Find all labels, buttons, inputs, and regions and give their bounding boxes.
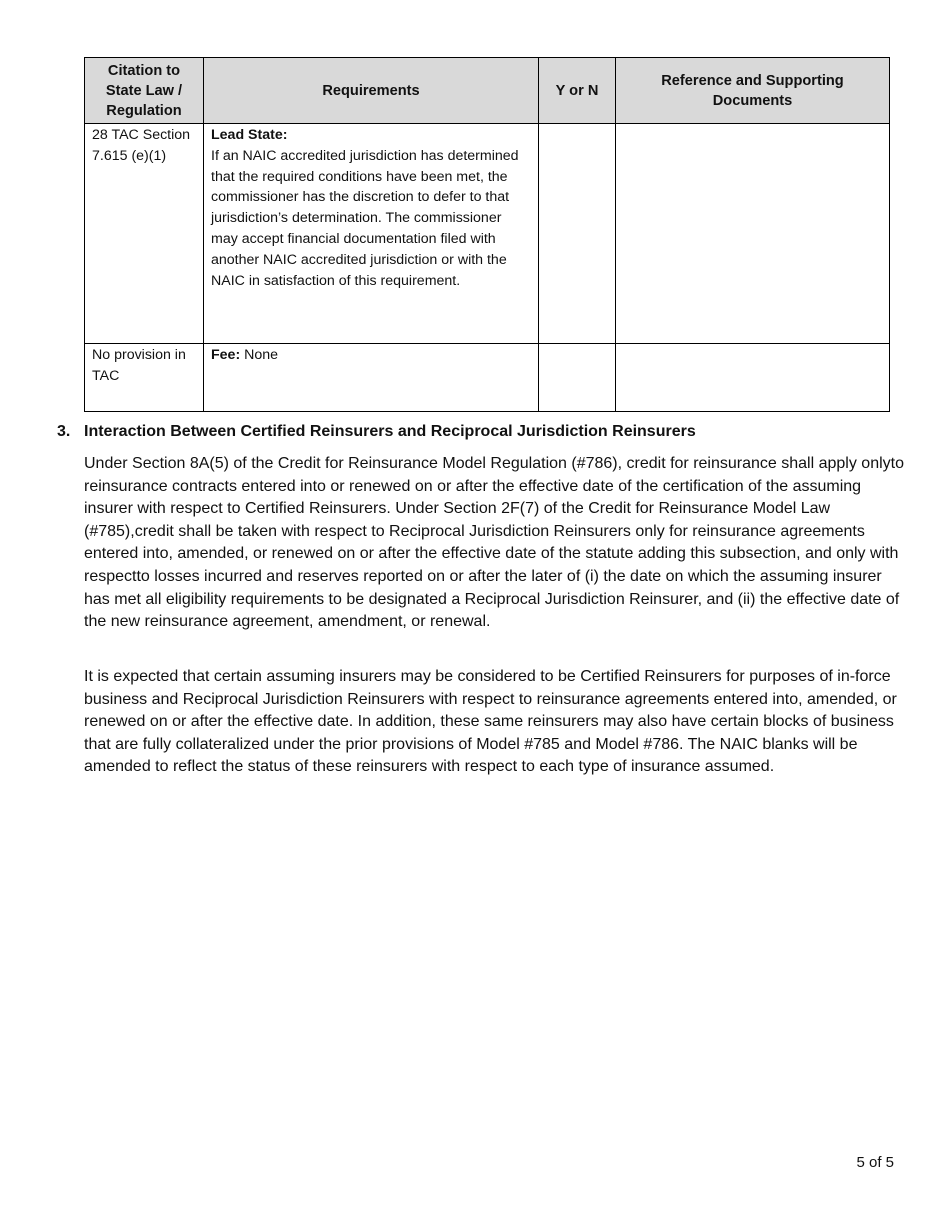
table-row (85, 124, 890, 344)
table-header-row (85, 58, 890, 124)
reference-cell[interactable] (616, 124, 890, 344)
header-requirements: Requirements (204, 58, 539, 124)
citation-cell: 28 TAC Section 7.615 (e)(1) (85, 124, 204, 344)
table-row (85, 344, 890, 412)
requirement-cell (204, 124, 539, 344)
header-citation: Citation to State Law / Regulation (85, 58, 204, 124)
requirement-cell (204, 344, 539, 412)
section-title: Interaction Between Certified Reinsurers and Reciprocal Jurisdiction Reinsurers (84, 423, 696, 440)
citation-cell: No provision in TAC (85, 344, 204, 412)
body-paragraph: It is expected that certain assuming insurers may be considered to be Certified Reinsurers for purposes of in-force business and Reciprocal Jurisdiction Reinsurers with respect to reinsurance agreements entered into, amended, or renewed on or after the effective date. In addition, these same reinsurers may also have certain blocks of business that are fully collateralized under the prior provisions of Model #785 and Model #786. The NAIC blanks will be amended to reflect the status of these reinsurers with respect to each type of insurance assumed. (84, 668, 897, 776)
body-paragraph: Under Section 8A(5) of the Credit for Reinsurance Model Regulation (#786), credit for reinsurance shall apply onlyto reinsurance contracts entered into or renewed on or after the effective date of the certification of the assuming insurer with respect to Certified Reinsurers. Under Section 2F(7) of the Credit for Reinsurance Model Law (#785),credit shall be taken with respect to Reciprocal Jurisdiction Reinsurers only for reinsurance agreements entered into, amended, or renewed on or after the effective date of the statute adding this subsection, and only with respectto losses incurred and reserves reported on or after the later of (i) the date on which the assuming insurer has met all eligibility requirements to be designated a Reciprocal Jurisdiction Reinsurer, and (ii) the effective date of the new reinsurance agreement, amendment, or renewal. (84, 455, 904, 631)
reference-cell[interactable] (616, 344, 890, 412)
requirement-title: Fee: (211, 347, 241, 363)
header-reference: Reference and Supporting Documents (616, 58, 890, 124)
y-or-n-cell[interactable] (539, 124, 616, 344)
requirements-table (84, 57, 890, 412)
requirement-title: Lead State: (211, 127, 288, 143)
requirement-text: None (244, 347, 279, 363)
requirement-text: If an NAIC accredited jurisdiction has determined that the required conditions have been met, the commissioner has the discretion to defer to that jurisdiction’s determination. The commissioner may accept financial documentation filed with another NAIC accredited jurisdiction or with the NAIC in satisfaction of this requirement. (211, 147, 519, 289)
section-number: 3. (57, 423, 71, 440)
page-number: 5 of 5 (856, 1154, 894, 1171)
y-or-n-cell[interactable] (539, 344, 616, 412)
section-heading (57, 421, 897, 443)
header-y-or-n: Y or N (539, 58, 616, 124)
